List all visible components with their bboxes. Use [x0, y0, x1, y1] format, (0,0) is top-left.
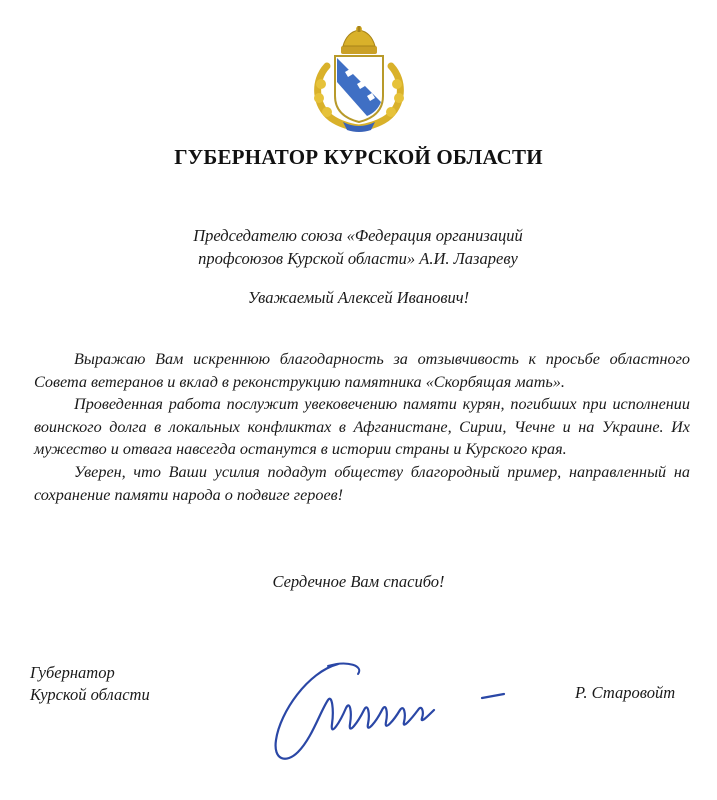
- body-paragraph: Выражаю Вам искреннюю благодарность за отзывчивость к просьбе областного Совета ветеранов и вклад в реконструкцию памятника «Скорбящая мать».: [34, 350, 690, 391]
- letter-body: [34, 348, 690, 506]
- addressee-line: профсоюзов Курской области» А.И. Лазареву: [198, 249, 518, 268]
- signer-name: Р. Старовойт: [575, 683, 676, 702]
- signer-title-line: Губернатор: [30, 663, 115, 682]
- body-paragraph: Проведенная работа послужит увековечению памяти курян, погибших при исполнении воинского долга в локальных конфликтах в Афганистане, Сирии, Чечне и на Украине. Их мужество и отвага навсегда останутся в истории страны и Курского края.: [34, 395, 690, 459]
- page-title: ГУБЕРНАТОР КУРСКОЙ ОБЛАСТИ: [174, 145, 543, 169]
- body-paragraph: Уверен, что Ваши усилия подадут обществу благородный пример, направленный на сохранение памяти народа о подвиге героев!: [34, 462, 690, 504]
- handwritten-signature-icon: [268, 652, 508, 772]
- salutation: Уважаемый Алексей Иванович!: [247, 288, 470, 307]
- closing-line: Сердечное Вам спасибо!: [272, 572, 445, 591]
- signer-title: [30, 662, 150, 706]
- addressee-line: Председателю союза «Федерация организаций: [193, 226, 523, 245]
- signer-title-line: Курской области: [30, 685, 150, 704]
- kursk-coat-of-arms-icon: [307, 26, 411, 132]
- addressee-block: [80, 224, 636, 270]
